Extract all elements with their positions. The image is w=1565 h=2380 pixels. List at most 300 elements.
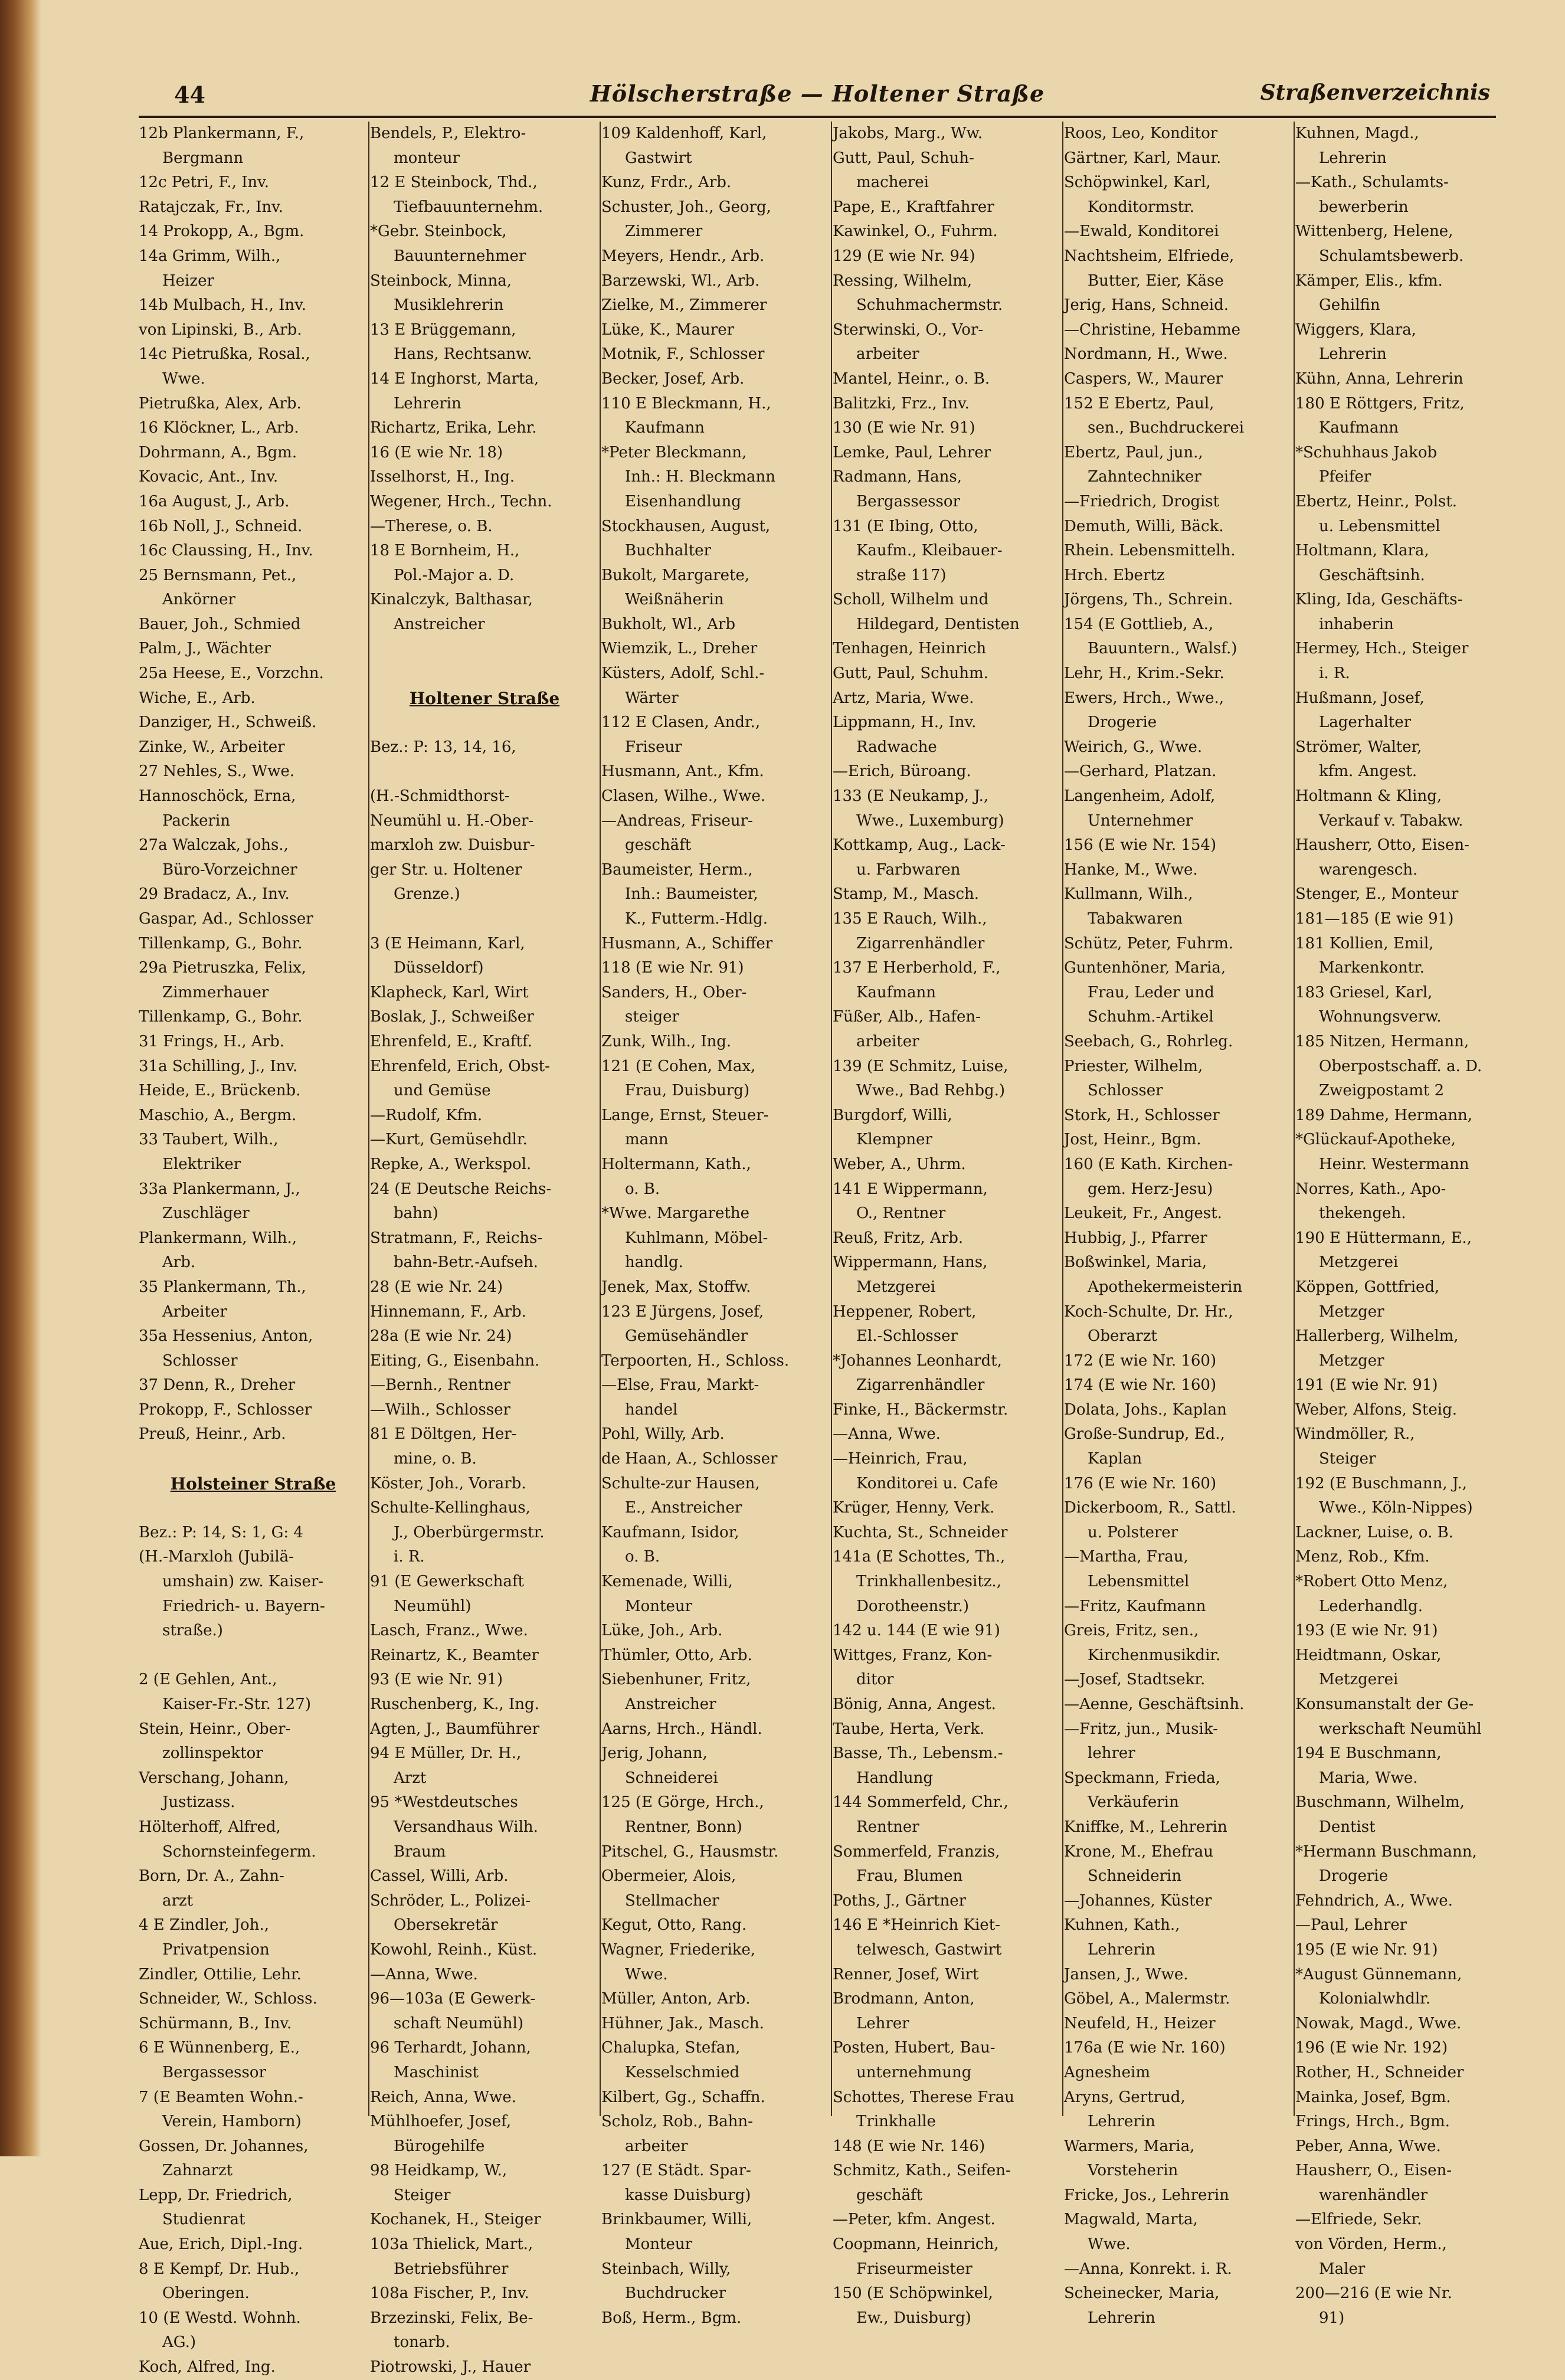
entry-continuation: Buchdrucker (625, 2284, 726, 2303)
directory-entry: Sommerfeld, Franzis, (833, 1842, 1000, 1861)
entry-continuation: thekengeh. (1319, 1204, 1406, 1223)
entry-continuation: unternehmung (856, 2063, 972, 2081)
entry-continuation: Kaiser-Fr.-Str. 127) (162, 1695, 311, 1713)
directory-entry: *Gebr. Steinbock, (370, 222, 507, 241)
entry-continuation: Friseurmeister (856, 2260, 973, 2278)
entry-continuation: Schneiderin (1088, 1867, 1182, 1885)
directory-entry: 191 (E wie Nr. 91) (1295, 1376, 1438, 1394)
blank-line (370, 907, 599, 932)
entry-continuation: Pfeifer (1319, 468, 1371, 486)
directory-entry: 29 Bradacz, A., Inv. (139, 885, 290, 903)
directory-entry: —Fritz, jun., Musik- (1064, 1720, 1218, 1738)
directory-entry: 160 (E Kath. Kirchen- (1064, 1155, 1233, 1173)
directory-entry: Kilbert, Gg., Schaffn. (601, 2088, 765, 2106)
directory-entry: Priester, Wilhelm, (1064, 1057, 1203, 1075)
directory-entry: 98 Heidkamp, W., (370, 2162, 508, 2180)
entry-continuation: Zuschläger (162, 1204, 250, 1223)
directory-entry: 33 Taubert, Wilh., (139, 1131, 279, 1149)
entry-continuation: kfm. Angest. (1319, 762, 1417, 781)
column-divider (831, 122, 832, 2116)
directory-entry: Nachtsheim, Elfriede, (1064, 247, 1235, 265)
column-divider (600, 122, 601, 2116)
entry-continuation: und Gemüse (394, 1082, 491, 1100)
directory-entry: Norres, Kath., Apo- (1295, 1180, 1446, 1198)
directory-entry: 12c Petri, F., Inv. (139, 173, 270, 192)
entry-continuation: Zimmerhauer (162, 983, 269, 1001)
entry-continuation: handel (625, 1400, 678, 1419)
directory-entry: Ehrenfeld, E., Kraftf. (370, 1032, 532, 1050)
directory-entry: 142 u. 144 (E wie 91) (833, 1622, 1000, 1640)
directory-entry: 125 (E Görge, Hrch., (601, 1793, 764, 1812)
entry-continuation: Metzgerei (1319, 1253, 1399, 1272)
entry-continuation: El.-Schlosser (856, 1327, 958, 1345)
directory-entry: Weber, A., Uhrm. (833, 1155, 966, 1173)
directory-entry: Stenger, E., Monteur (1295, 885, 1459, 903)
entry-continuation: Kaufmann (856, 983, 936, 1001)
directory-entry: 96—103a (E Gewerk- (370, 1990, 536, 2008)
directory-entry: 35a Hessenius, Anton, (139, 1327, 313, 1345)
entry-continuation: Betriebsführer (394, 2260, 509, 2278)
directory-entry: 129 (E wie Nr. 94) (833, 247, 975, 265)
directory-entry: —Johannes, Küster (1064, 1891, 1212, 1910)
directory-entry: —Rudolf, Kfm. (370, 1106, 483, 1124)
entry-continuation: i. R. (394, 1548, 425, 1566)
directory-entry: Lehr, H., Krim.-Sekr. (1064, 664, 1225, 683)
directory-entry: Lepp, Dr. Friedrich, (139, 2186, 293, 2204)
directory-entry: Lange, Ernst, Steuer- (601, 1106, 769, 1124)
directory-entry: Hubbig, J., Pfarrer (1064, 1229, 1207, 1247)
directory-entry: —Ewald, Konditorei (1064, 222, 1219, 241)
entry-continuation: Zahntechniker (1088, 468, 1201, 486)
entry-continuation: schaft Neumühl) (394, 2014, 523, 2032)
directory-entry: Balitzki, Frz., Inv. (833, 394, 970, 413)
directory-entry: 33a Plankermann, J., (139, 1180, 300, 1198)
directory-entry: ger Str. u. Holtener (370, 860, 522, 879)
directory-entry: Pohl, Willy, Arb. (601, 1425, 725, 1443)
directory-entry: Hölterhoff, Alfred, (139, 1818, 281, 1836)
directory-entry: Tillenkamp, G., Bohr. (139, 1008, 303, 1026)
directory-entry: Hallerberg, Wilhelm, (1295, 1327, 1459, 1345)
entry-continuation: Metzgerei (856, 1278, 936, 1296)
directory-entry: Tillenkamp, G., Bohr. (139, 934, 303, 952)
directory-entry: Kuhnen, Kath., (1064, 1916, 1180, 1934)
directory-entry: *Robert Otto Menz, (1295, 1573, 1448, 1591)
directory-entry: Steinbock, Minna, (370, 271, 512, 290)
directory-entry: —Anna, Wwe. (370, 1965, 478, 1983)
directory-entry: Husmann, Ant., Kfm. (601, 762, 764, 781)
directory-entry: Kunz, Frdr., Arb. (601, 173, 732, 192)
directory-entry: Stamp, M., Masch. (833, 885, 980, 903)
directory-entry: Danziger, H., Schweiß. (139, 713, 317, 732)
entry-continuation: mann (625, 1131, 669, 1149)
entry-continuation: Inh.: Baumeister, (625, 885, 758, 903)
directory-entry: Posten, Hubert, Bau- (833, 2039, 996, 2057)
directory-entry: Boßwinkel, Maria, (1064, 1253, 1207, 1272)
directory-entry: 109 Kaldenhoff, Karl, (601, 125, 767, 142)
directory-entry: von Vörden, Herm., (1295, 2235, 1447, 2254)
entry-continuation: lehrer (1088, 1744, 1135, 1763)
directory-entry: Hinnemann, F., Arb. (370, 1302, 526, 1321)
entry-continuation: Tiefbauunternehm. (394, 198, 544, 216)
blank-line (139, 1644, 368, 1668)
directory-entry: Finke, H., Bäckermstr. (833, 1400, 1009, 1419)
directory-entry: von Lipinski, B., Arb. (139, 320, 302, 339)
directory-entry: Zinke, W., Arbeiter (139, 738, 285, 756)
directory-entry: Ratajczak, Fr., Inv. (139, 198, 284, 216)
entry-continuation: Konditorei u. Cafe (856, 1474, 998, 1492)
directory-entry: Krüger, Henny, Verk. (833, 1499, 995, 1517)
directory-entry: Köster, Joh., Vorarb. (370, 1474, 526, 1492)
directory-entry: 6 E Wünnenberg, E., (139, 2039, 300, 2057)
directory-entry: Hußmann, Josef, (1295, 689, 1425, 707)
directory-entry: Dickerboom, R., Sattl. (1064, 1499, 1236, 1517)
entry-continuation: u. Polsterer (1088, 1523, 1178, 1541)
directory-entry: Holtmann & Kling, (1295, 787, 1442, 806)
directory-entry: Bauer, Joh., Schmied (139, 615, 301, 633)
directory-entry: Zindler, Ottilie, Lehr. (139, 1965, 302, 1983)
directory-entry: 195 (E wie Nr. 91) (1295, 1940, 1438, 1959)
directory-entry: Magwald, Marta, (1064, 2211, 1198, 2229)
directory-entry: Kämper, Elis., kfm. (1295, 271, 1443, 290)
entry-continuation: Friseur (625, 738, 682, 756)
entry-continuation: Pol.-Major a. D. (394, 566, 515, 584)
entry-continuation: zollinspektor (162, 1744, 263, 1763)
directory-entry: Schröder, L., Polizei- (370, 1891, 531, 1910)
directory-entry: 96 Terhardt, Johann, (370, 2039, 531, 2057)
directory-entry: Zunk, Wilh., Ing. (601, 1032, 732, 1050)
entry-continuation: inhaberin (1319, 615, 1394, 633)
entry-continuation: Hans, Rechtsanw. (394, 345, 532, 364)
directory-entry: Gaspar, Ad., Schlosser (139, 910, 313, 928)
directory-entry: —Anna, Wwe. (833, 1425, 941, 1443)
directory-entry: Jakobs, Marg., Ww. (833, 125, 983, 142)
blank-line (370, 637, 599, 662)
directory-entry: Hausherr, O., Eisen- (1295, 2162, 1452, 2180)
directory-entry: 27a Walczak, Johs., (139, 836, 289, 855)
entry-continuation: i. R. (1319, 664, 1350, 683)
directory-entry: Repke, A., Werkspol. (370, 1155, 532, 1173)
directory-entry: Brinkbaumer, Willi, (601, 2211, 752, 2229)
directory-entry: Wippermann, Hans, (833, 1253, 988, 1272)
entry-continuation: warenhändler (1319, 2186, 1428, 2204)
directory-entry: Frings, Hrch., Bgm. (1295, 2113, 1450, 2131)
directory-entry: —Paul, Lehrer (1295, 1916, 1407, 1934)
directory-entry: 16 Klöckner, L., Arb. (139, 419, 299, 437)
directory-entry: Hühner, Jak., Masch. (601, 2014, 764, 2032)
entry-continuation: Oberingen. (162, 2284, 250, 2303)
entry-continuation: Weißnäherin (625, 591, 724, 609)
directory-entry: Ruschenberg, K., Ing. (370, 1695, 539, 1713)
directory-entry: 108a Fischer, P., Inv. (370, 2284, 529, 2303)
directory-entry: Schulte-zur Hausen, (601, 1474, 760, 1492)
directory-entry: Taube, Herta, Verk. (833, 1720, 985, 1738)
directory-entry: Boslak, J., Schweißer (370, 1008, 534, 1026)
blank-line (139, 1496, 368, 1521)
entry-continuation: Trinkhallenbesitz., (856, 1573, 1001, 1591)
entry-continuation: Lederhandlg. (1319, 1597, 1423, 1615)
directory-entry: 31a Schilling, J., Inv. (139, 1057, 298, 1075)
entry-continuation: Buchhalter (625, 542, 711, 560)
directory-entry: 12 E Steinbock, Thd., (370, 173, 538, 192)
directory-entry: Pitschel, G., Hausmstr. (601, 1842, 779, 1861)
entry-continuation: Verkauf v. Tabakw. (1319, 811, 1463, 830)
entry-continuation: Schulamtsbewerb. (1319, 247, 1464, 265)
entry-continuation: Arb. (162, 1253, 196, 1272)
entry-continuation: geschäft (856, 2186, 923, 2204)
entry-continuation: Monteur (625, 2235, 693, 2254)
entry-continuation: steiger (625, 1008, 679, 1026)
directory-entry: Lüke, Joh., Arb. (601, 1622, 723, 1640)
directory-entry: Siebenhuner, Fritz, (601, 1671, 751, 1689)
entry-continuation: Packerin (162, 811, 231, 830)
directory-entry: Stork, H., Schlosser (1064, 1106, 1220, 1124)
directory-entry: Lüke, K., Maurer (601, 320, 735, 339)
entry-continuation: Oberarzt (1088, 1327, 1157, 1345)
entry-continuation: bahn-Betr.-Aufseh. (394, 1253, 538, 1272)
entry-continuation: Friedrich- u. Bayern- (162, 1597, 325, 1615)
directory-entry: Coopmann, Heinrich, (833, 2235, 999, 2254)
entry-continuation: Bergassessor (856, 492, 960, 510)
entry-continuation: warengesch. (1319, 860, 1418, 879)
directory-entry: 180 E Röttgers, Fritz, (1295, 394, 1465, 413)
directory-entry: 137 E Herberhold, F., (833, 959, 1001, 977)
directory-entry: 181—185 (E wie 91) (1295, 910, 1454, 928)
directory-entry: —Martha, Frau, (1064, 1548, 1189, 1566)
entry-continuation: bahn) (394, 1204, 438, 1223)
entry-continuation: Justizass. (162, 1793, 235, 1812)
entry-continuation: Arbeiter (162, 1302, 227, 1321)
directory-entry: 176 (E wie Nr. 160) (1064, 1474, 1217, 1492)
directory-entry: Ehrenfeld, Erich, Obst- (370, 1057, 550, 1075)
entry-continuation: Arzt (394, 1769, 427, 1787)
entry-continuation: Schuhmachermstr. (856, 296, 1003, 315)
directory-entry: 193 (E wie Nr. 91) (1295, 1622, 1438, 1640)
directory-entry: Preuß, Heinr., Arb. (139, 1425, 286, 1443)
entry-continuation: Anstreicher (625, 1695, 716, 1713)
directory-entry: 141 E Wippermann, (833, 1180, 988, 1198)
entry-continuation: Vorsteherin (1088, 2162, 1178, 2180)
directory-entry: Koch, Alfred, Ing. (139, 2358, 276, 2376)
directory-entry: Motnik, F., Schlosser (601, 345, 765, 364)
entry-continuation: Wärter (625, 689, 679, 707)
entry-continuation: Wwe., Köln-Nippes) (1319, 1499, 1473, 1517)
directory-entry: Kniffke, M., Lehrerin (1064, 1818, 1227, 1836)
directory-entry: —Kath., Schulamts- (1295, 173, 1449, 192)
directory-entry: Baumeister, Herm., (601, 860, 753, 879)
entry-continuation: Lagerhalter (1319, 713, 1412, 732)
directory-entry: Heppener, Robert, (833, 1302, 977, 1321)
directory-entry: *Hermann Buschmann, (1295, 1842, 1477, 1861)
directory-entry: 144 Sommerfeld, Chr., (833, 1793, 1009, 1812)
directory-entry: Peber, Anna, Wwe. (1295, 2137, 1441, 2155)
directory-entry: Krone, M., Ehefrau (1064, 1842, 1213, 1861)
directory-entry: Husmann, A., Schiffer (601, 934, 773, 952)
entry-continuation: 91) (1319, 2309, 1345, 2327)
entry-continuation: Anstreicher (394, 615, 485, 633)
entry-continuation: Bauuntern., Walsf.) (1088, 640, 1237, 658)
entry-continuation: u. Farbwaren (856, 860, 961, 879)
directory-entry: Nordmann, H., Wwe. (1064, 345, 1228, 364)
directory-entry: Jerig, Johann, (601, 1744, 708, 1763)
entry-continuation: Oberpostschaff. a. D. (1319, 1057, 1482, 1075)
entry-continuation: Privatpension (162, 1940, 270, 1959)
entry-continuation: Steiger (1319, 1450, 1376, 1468)
directory-entry: 103a Thielick, Mart., (370, 2235, 533, 2254)
directory-entry: Strömer, Walter, (1295, 738, 1422, 756)
directory-entry: —Christine, Hebamme (1064, 320, 1241, 339)
directory-entry: de Haan, A., Schlosser (601, 1450, 778, 1468)
entry-continuation: gem. Herz-Jesu) (1088, 1180, 1213, 1198)
directory-entry: —Aenne, Geschäftsinh. (1064, 1695, 1245, 1713)
directory-entry: Holtmann, Klara, (1295, 542, 1429, 560)
directory-entry: 200—216 (E wie Nr. (1295, 2284, 1452, 2303)
directory-entry: 27 Nehles, S., Wwe. (139, 762, 295, 781)
directory-entry: Kochanek, H., Steiger (370, 2211, 541, 2229)
directory-entry: Schottes, Therese Frau (833, 2088, 1014, 2106)
entry-continuation: arzt (162, 1891, 194, 1910)
entry-continuation: Schornsteinfegerm. (162, 1842, 316, 1861)
directory-entry: Weirich, G., Wwe. (1064, 738, 1203, 756)
directory-entry: Meyers, Hendr., Arb. (601, 247, 765, 265)
directory-entry: 172 (E wie Nr. 160) (1064, 1351, 1217, 1370)
directory-entry: Poths, J., Gärtner (833, 1891, 967, 1910)
directory-entry: —Elfriede, Sekr. (1295, 2211, 1422, 2229)
directory-entry: Ressing, Wilhelm, (833, 271, 973, 290)
entry-continuation: u. Lebensmittel (1319, 517, 1440, 535)
entry-continuation: monteur (394, 149, 460, 167)
directory-entry: Kinalczyk, Balthasar, (370, 591, 533, 609)
directory-entry: Sterwinski, O., Vor- (833, 320, 984, 339)
directory-entry: —Friedrich, Drogist (1064, 492, 1220, 510)
directory-entry: Scholl, Wilhelm und (833, 591, 989, 609)
directory-entry: 3 (E Heimann, Karl, (370, 934, 525, 952)
directory-entry: 154 (E Gottlieb, A., (1064, 615, 1214, 633)
directory-entry: —Peter, kfm. Angest. (833, 2211, 996, 2229)
directory-entry: Köppen, Gottfried, (1295, 1278, 1440, 1296)
entry-continuation: E., Anstreicher (625, 1499, 742, 1517)
directory-entry: Agnesheim (1064, 2063, 1150, 2081)
page-header (139, 78, 1496, 118)
directory-entry: Gutt, Paul, Schuh- (833, 149, 974, 167)
entry-continuation: Frau, Blumen (856, 1867, 963, 1885)
entry-continuation: Versandhaus Wilh. (394, 1818, 538, 1836)
directory-entry: 14 Prokopp, A., Bgm. (139, 222, 305, 241)
directory-entry: Neumühl u. H.-Ober- (370, 811, 534, 830)
directory-entry: Klapheck, Karl, Wirt (370, 983, 529, 1001)
entry-continuation: Ankörner (162, 591, 235, 609)
column-2 (370, 122, 599, 2376)
directory-entry: Obermeier, Alois, (601, 1867, 736, 1885)
directory-entry: Lippmann, H., Inv. (833, 713, 977, 732)
directory-entry: 12b Plankermann, F., (139, 125, 305, 142)
entry-continuation: Verein, Hamborn) (162, 2113, 302, 2131)
directory-entry: Plankermann, Wilh., (139, 1229, 297, 1247)
directory-entry: —Gerhard, Platzan. (1064, 762, 1217, 781)
directory-entry: 146 E *Heinrich Kiet- (833, 1916, 1000, 1934)
entry-continuation: Trinkhalle (856, 2113, 936, 2131)
directory-entry: 7 (E Beamten Wohn.- (139, 2088, 303, 2106)
entry-continuation: Gemüsehändler (625, 1327, 748, 1345)
directory-entry: Kuchta, St., Schneider (833, 1523, 1008, 1541)
directory-entry: Kovacic, Ant., Inv. (139, 468, 279, 486)
directory-entry: Terpoorten, H., Schloss. (601, 1351, 790, 1370)
directory-entry: Verschang, Johann, (139, 1769, 289, 1787)
directory-entry: 28a (E wie Nr. 24) (370, 1327, 512, 1345)
directory-entry: Wegener, Hrch., Techn. (370, 492, 552, 510)
directory-entry: Becker, Josef, Arb. (601, 369, 745, 388)
directory-entry: Göbel, A., Malermstr. (1064, 1990, 1230, 2008)
directory-entry: Lackner, Luise, o. B. (1295, 1523, 1453, 1541)
directory-entry: Renner, Josef, Wirt (833, 1965, 979, 1983)
entry-continuation: Musiklehrerin (394, 296, 504, 315)
entry-continuation: Kaplan (1088, 1450, 1142, 1468)
entry-continuation: Schuhm.-Artikel (1088, 1008, 1214, 1026)
directory-entry: Zielke, M., Zimmerer (601, 296, 767, 315)
directory-entry: Schöpwinkel, Karl, (1064, 173, 1211, 192)
directory-entry: 194 E Buschmann, (1295, 1744, 1442, 1763)
directory-entry: Reuß, Fritz, Arb. (833, 1229, 964, 1247)
directory-entry: Gutt, Paul, Schuhm. (833, 664, 988, 683)
directory-entry: Füßer, Alb., Hafen- (833, 1008, 981, 1026)
directory-entry: 18 E Bornheim, H., (370, 542, 520, 560)
entry-continuation: Metzgerei (1319, 1671, 1399, 1689)
directory-entry: Mühlhoefer, Josef, (370, 2113, 512, 2131)
entry-continuation: Verkäuferin (1088, 1793, 1179, 1812)
blank-line (370, 662, 599, 686)
entry-continuation: Heizer (162, 271, 214, 290)
entry-continuation: umshain) zw. Kaiser- (162, 1573, 324, 1591)
entry-continuation: Gehilfin (1319, 296, 1380, 315)
directory-entry: 176a (E wie Nr. 160) (1064, 2039, 1226, 2057)
directory-entry: 4 E Zindler, Joh., (139, 1916, 269, 1934)
entry-continuation: Frau, Leder und (1088, 983, 1214, 1001)
directory-entry: 93 (E wie Nr. 91) (370, 1671, 503, 1689)
directory-entry: Born, Dr. A., Zahn- (139, 1867, 284, 1885)
directory-entry: marxloh zw. Duisbur- (370, 836, 535, 855)
column-6 (1295, 122, 1496, 2327)
directory-entry: *Glückauf-Apotheke, (1295, 1131, 1456, 1149)
directory-entry: Ebertz, Paul, jun., (1064, 443, 1203, 461)
directory-entry: —Josef, Stadtsekr. (1064, 1671, 1206, 1689)
entry-continuation: Lehrerin (1319, 149, 1387, 167)
directory-entry: 121 (E Cohen, Max, (601, 1057, 756, 1075)
directory-entry: Wittenberg, Helene, (1295, 222, 1453, 241)
directory-entry: Demuth, Willi, Bäck. (1064, 517, 1224, 535)
directory-entry: Aryns, Gertrud, (1064, 2088, 1186, 2106)
entry-continuation: Wwe., Luxemburg) (856, 811, 1004, 830)
directory-entry: 16c Claussing, H., Inv. (139, 542, 313, 560)
directory-entry: Kühn, Anna, Lehrerin (1295, 369, 1463, 388)
directory-entry: Heide, E., Brückenb. (139, 1082, 301, 1100)
entry-continuation: Steiger (394, 2186, 451, 2204)
directory-entry: Brodmann, Anton, (833, 1990, 975, 2008)
directory-entry: Hermey, Hch., Steiger (1295, 640, 1469, 658)
directory-entry: 141a (E Schottes, Th., (833, 1548, 1006, 1566)
directory-entry: 16a August, J., Arb. (139, 492, 290, 510)
directory-entry: 110 E Bleckmann, H., (601, 394, 771, 413)
entry-continuation: telwesch, Gastwirt (856, 1940, 1002, 1959)
directory-entry: 174 (E wie Nr. 160) (1064, 1376, 1217, 1394)
directory-entry: 183 Griesel, Karl, (1295, 983, 1433, 1001)
entry-continuation: Konditormstr. (1088, 198, 1194, 216)
directory-entry: 133 (E Neukamp, J., (833, 787, 989, 806)
entry-continuation: Braum (394, 1842, 446, 1861)
directory-entry: 91 (E Gewerkschaft (370, 1573, 524, 1591)
column-3 (601, 122, 830, 2327)
directory-entry: 190 E Hüttermann, E., (1295, 1229, 1472, 1247)
directory-entry: Holtermann, Kath., (601, 1155, 751, 1173)
directory-entry: Stratmann, F., Reichs- (370, 1229, 543, 1247)
